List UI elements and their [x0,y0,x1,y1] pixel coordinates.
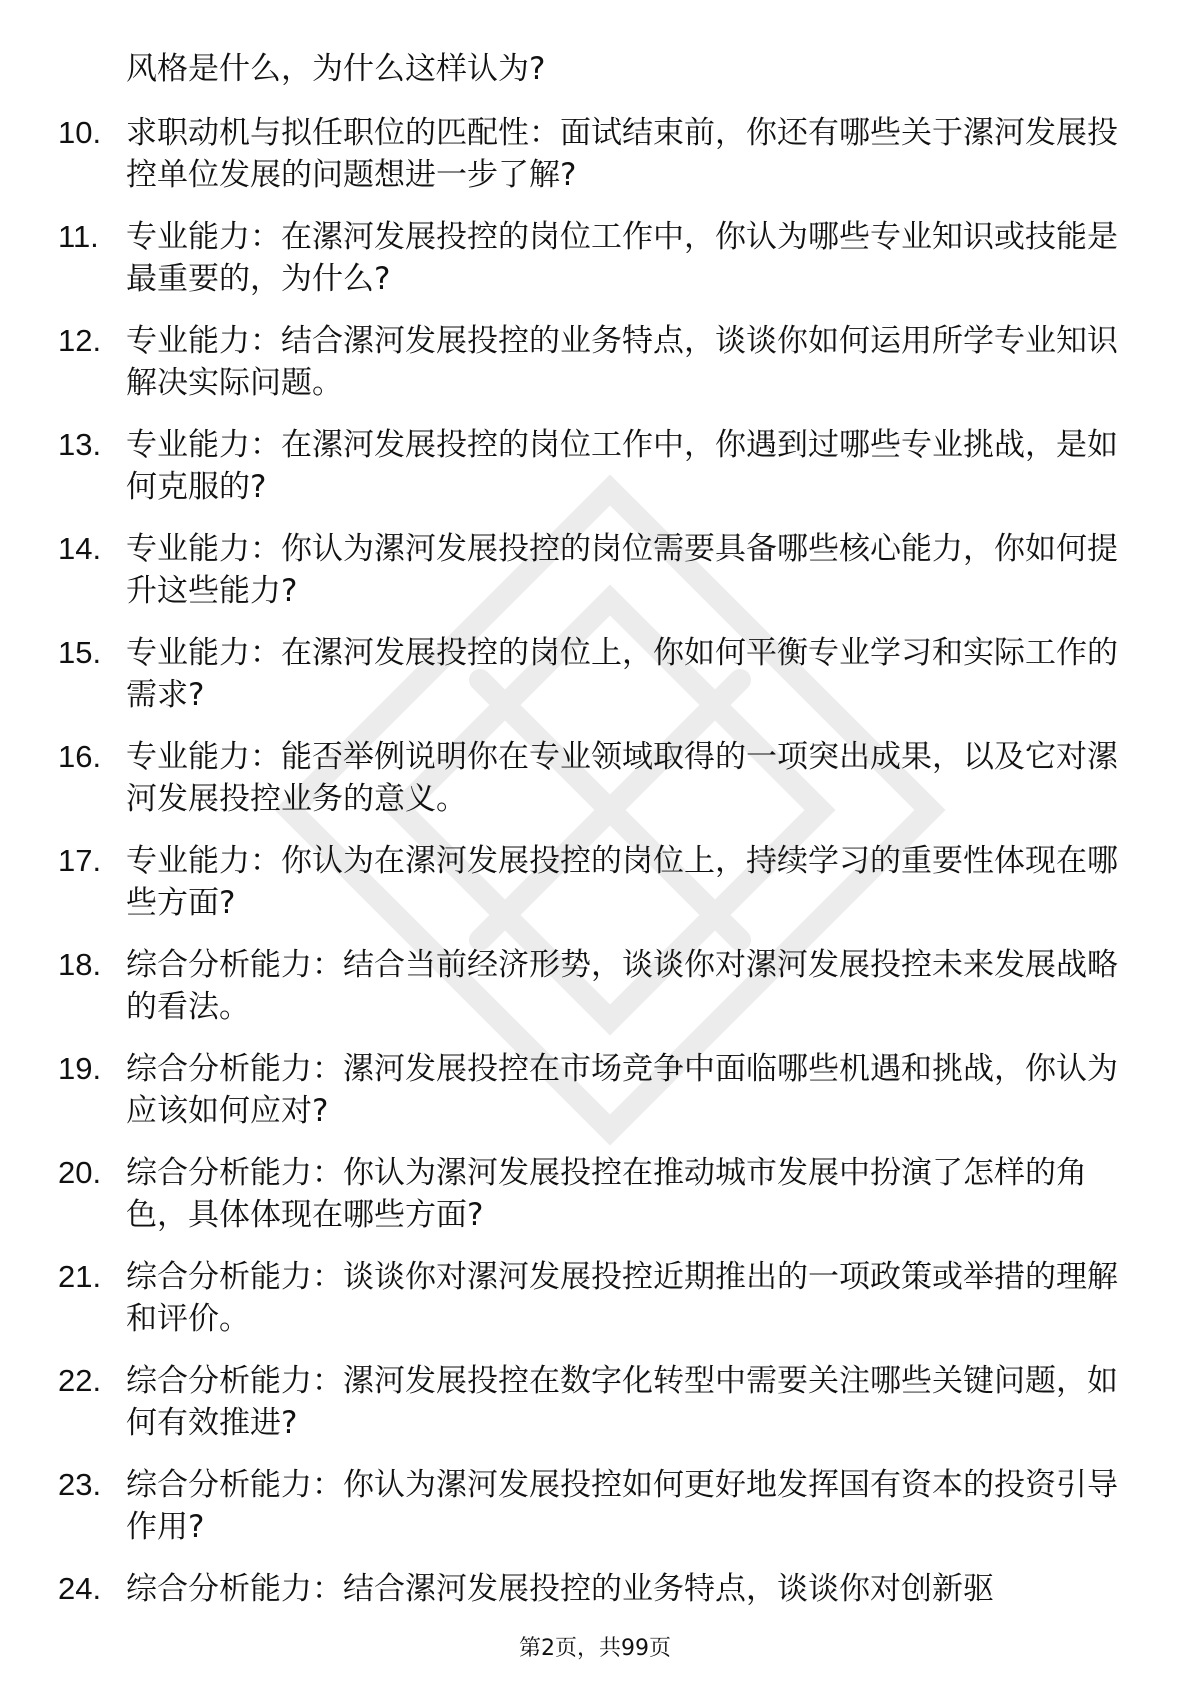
question-item-20 [58,1152,1118,1236]
question-text: 求职动机与拟任职位的匹配性：面试结束前，你还有哪些关于漯河发展投控单位发展的问题想进一步了解? [126,115,1118,193]
question-item-16 [58,736,1118,820]
question-item-12 [58,320,1118,404]
question-number: 10. [58,115,102,150]
question-number: 17. [58,843,102,878]
question-number: 21. [58,1259,102,1294]
page-number-label: 第2页，共99页 [519,1636,671,1661]
continuation-text: 风格是什么，为什么这样认为? [126,51,546,87]
question-number: 23. [58,1467,102,1502]
question-text: 专业能力：在漯河发展投控的岗位工作中，你遇到过哪些专业挑战，是如何克服的? [126,427,1118,505]
question-item-13 [58,424,1118,508]
question-number: 14. [58,531,102,566]
question-number: 16. [58,739,102,774]
question-text: 专业能力：你认为在漯河发展投控的岗位上，持续学习的重要性体现在哪些方面? [126,843,1118,921]
question-number: 19. [58,1051,102,1086]
question-list [58,112,1118,1630]
page-footer [0,1634,1190,1664]
question-text: 专业能力：结合漯河发展投控的业务特点，谈谈你如何运用所学专业知识解决实际问题。 [126,323,1118,401]
question-item-11 [58,216,1118,300]
question-item-17 [58,840,1118,924]
question-item-21 [58,1256,1118,1340]
question-text: 综合分析能力：你认为漯河发展投控如何更好地发挥国有资本的投资引导作用? [126,1467,1118,1545]
question-item-10 [58,112,1118,196]
question-number: 11. [58,219,99,254]
question-item-18 [58,944,1118,1028]
question-item-22 [58,1360,1118,1444]
question-text: 专业能力：你认为漯河发展投控的岗位需要具备哪些核心能力，你如何提升这些能力? [126,531,1118,609]
question-number: 18. [58,947,102,982]
question-number: 24. [58,1571,102,1606]
question-item-24 [58,1568,1118,1610]
question-text: 综合分析能力：漯河发展投控在数字化转型中需要关注哪些关键问题，如何有效推进? [126,1363,1118,1441]
question-number: 12. [58,323,102,358]
question-number: 15. [58,635,102,670]
question-text: 专业能力：在漯河发展投控的岗位工作中，你认为哪些专业知识或技能是最重要的，为什么? [126,219,1118,297]
question-text: 综合分析能力：漯河发展投控在市场竞争中面临哪些机遇和挑战，你认为应该如何应对? [126,1051,1118,1129]
question-number: 20. [58,1155,102,1190]
question-text: 综合分析能力：谈谈你对漯河发展投控近期推出的一项政策或举措的理解和评价。 [126,1259,1118,1337]
question-text: 综合分析能力：结合漯河发展投控的业务特点，谈谈你对创新驱 [126,1571,994,1607]
question-text: 综合分析能力：你认为漯河发展投控在推动城市发展中扮演了怎样的角色，具体体现在哪些方面? [126,1155,1087,1233]
question-text: 综合分析能力：结合当前经济形势，谈谈你对漯河发展投控未来发展战略的看法。 [126,947,1118,1025]
question-item-19 [58,1048,1118,1132]
question-text: 专业能力：在漯河发展投控的岗位上，你如何平衡专业学习和实际工作的需求? [126,635,1118,713]
question-item-23 [58,1464,1118,1548]
question-number: 13. [58,427,102,462]
question-number: 22. [58,1363,102,1398]
question-item-15 [58,632,1118,716]
question-text: 专业能力：能否举例说明你在专业领域取得的一项突出成果，以及它对漯河发展投控业务的意义。 [126,739,1118,817]
question-item-14 [58,528,1118,612]
